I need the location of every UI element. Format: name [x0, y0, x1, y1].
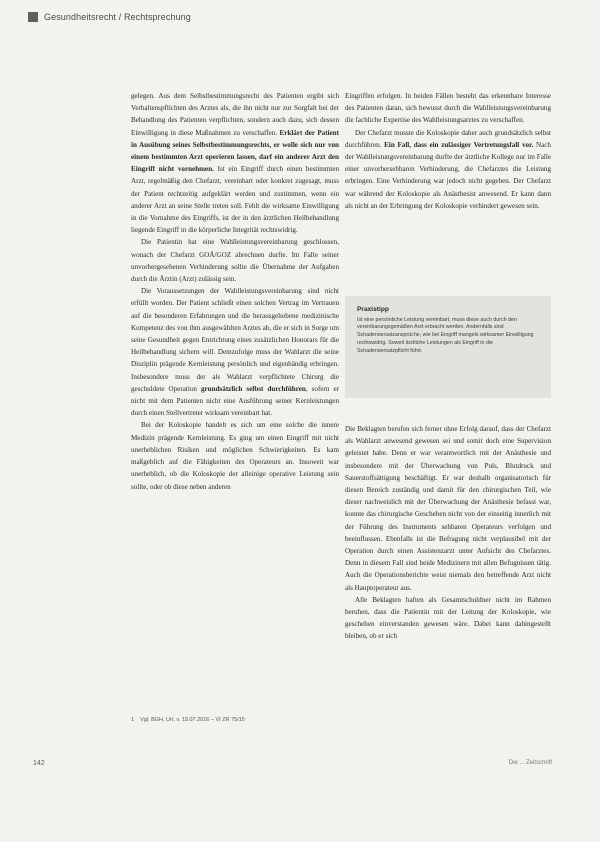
paragraph	[131, 90, 339, 236]
paragraph: Alle Beklagten haften als Gesamtschuldner nicht im Rahmen beruhen, dass die Patientin mit der Leitung der Koloskopie, wie geschehen einverstanden gewesen wäre. Dabei kann dahingestellt bleiben, ob er sich	[345, 595, 551, 641]
tip-body: Ist eine persönliche Leistung vereinbart, muss diese auch durch den vereinbarungsgemäßen Arzt erbracht werden. Andernfalls sind Schadensersatzansprüche, wie bei Eingriff mangels wirksamer Einwilligung rechtswidrig. Soweit ärztliche Leistungen als Eingriff in die Schadensersatzpflicht führt.	[357, 316, 534, 354]
text-run: gelegen. Aus dem Selbstbestimmungsrecht des Patienten ergibt sich Verhaltenspflichten des Arztes als, die ihn nicht nur zur Sorgfalt bei der Behandlung des Patienten verpflichten, sondern auch dazu, sich dessen Einwilligung in diese Maßnahmen zu verschaffen.	[131, 92, 339, 137]
text-run: Der Chefarzt musste die Koloskopie daher auch grundsätzlich selbst durchführen.	[345, 128, 551, 149]
right-column-top	[345, 90, 551, 212]
footnote	[131, 717, 245, 723]
text-run: , sofern er nicht mit dem Patienten nicht eine Ausführung seiner Kernleistungen durch einen Stellvertreter wirksam vereinbart hat.	[131, 384, 339, 418]
bold-run: Erklärt der Patient in Ausübung seines Selbstbestimmungsrechts, er wolle sich nur von einem bestimmten Arzt operieren lassen, darf ein anderer Arzt den Eingriff nicht vornehmen.	[131, 128, 339, 174]
paragraph: Bei der Koloskopie handelt es sich um eine solche die innere Medizin prägende Kernleistung. Es ging um einen Eingriff mit nicht unerheblichen Risiken und möglichen Schwierigkeiten. Es kam maßgeblich auf die Fähigkeiten des Operateurs an. Insoweit war unerheblich, ob die Koloskopie der alleinige operative Leistung sein sollte, oder ob diese neben anderen	[131, 421, 339, 491]
text-run: Die Voraussetzungen der Wahlleistungsvereinbarung sind nicht erfüllt worden. Der Patient schließt einen solchen Vertrag im Vertrauen auf die besonderen Erfahrungen und die herausgehobene medizinische Kompetenz des von ihm ausgewählten Arztes ab, die er sich in Sorge um seine Gesundheit gegen Entrichtung eines zusätzlichen Honorars für die Heilbehandlung sichern will. Demzufolge muss der Wahlarzt die seine Disziplin prägende Kernleistung persönlich und eigenhändig erbringen. Insbesondere muss der als Wahlarzt verpflichtete Chirurg die geschuldete Operation	[131, 287, 339, 393]
page-number: 142	[33, 760, 45, 767]
paragraph: Eingriffen erfolgen. In beiden Fällen besteht das erkennbare Interesse des Patienten daran, sich bewusst durch die Wahlleistungsvereinbarung die fachliche Expertise des Wahlleistungsarztes zu verschaffen.	[345, 92, 551, 125]
bold-run: Ein Fall, dass ein zulässiger Vertretungsfall vor.	[384, 140, 534, 149]
footer-publication: Die ... Zeitschrift	[508, 760, 552, 766]
paragraph: Die Beklagten berufen sich ferner ohne Erfolg darauf, dass der Chefarzt als Wahlarzt anwesend gewesen sei und somit doch eine Supervision geleistet habe. Denn er war verantwortlich mit der Anästhesie und insbesondere mit der Überwachung von Puls, Blutdruck und Sauerstoffsättigung beschäftigt. Er war deshalb organisatorisch für diesen Bereich zuständig und damit für den chirurgischen Teil, wie dieser nachweislich mit der Überwachung der Anästhesie befasst war, konnte das chirurgische Geschehen nicht von der einseitig innerlich mit der Führung des Instruments sehbaren Operateurs verfolgen und beeinflussen. Ebenfalls ist die Befragung nicht verplausibel mit der Operation durch einen Assistenzarzt unter Aufsicht des Chefarztes. Denn in diesem Fall sind beide Medizinern mit allen Befugnissen tätig. Auch die Operationsberichte weist niemals den betreffende Arzt nicht als Hauptoperateur aus.	[345, 425, 551, 592]
text-run: Nach der Wahlleistungsvereinbarung durfte der ärztliche Kollege nur im Falle einer unvorhersehbaren Verhinderung, die Chefarztes die Leistung erbringen. Eine Verhinderung war jedoch nicht gegeben. Der Chefarzt war während der Koloskopie als Anästhesist anwesend. Er kann dann als nicht an der Erbringung der Koloskopie verhindert gewesen sein.	[345, 140, 551, 210]
right-column-bottom	[345, 423, 551, 643]
paragraph	[345, 127, 551, 212]
footnote-text: Vgl. BGH, Urt. v. 19.07.2016 – VI ZR 75/15	[140, 717, 245, 723]
tip-title: Praxistipp	[357, 306, 389, 313]
footnote-number: 1	[131, 717, 135, 723]
text-run: Ist ein Eingriff durch einen bestimmten Arzt, regelmäßig den Chefarzt, vereinbart oder konkret zugesagt, muss der Patient rechtzeitig aufgeklärt werden und zustimmen, wenn ein anderer Arzt an seine Stelle treten soll. Fehlt die wirksame Einwilligung in die Vornahme des Eingriffs, ist der in den ärztlichen Heilbehandlung liegende Eingriff in die körperliche Integrität rechtswidrig.	[131, 165, 340, 235]
header-title: Gesundheitsrecht / Rechtsprechung	[44, 12, 191, 22]
paragraph: Die Patientin hat eine Wahlleistungsvereinbarung geschlossen, wonach der Chefarzt GOÄ/GOZ abrechnen durfte. Im Falle seiner unvorhergesehenen Verhinderung sollte die Übernahme der Aufgaben durch die Ärztin (Arzt) zulässig sein.	[131, 238, 339, 284]
header-marker-square	[28, 12, 38, 22]
practice-tip-box	[345, 296, 551, 398]
left-column	[131, 90, 339, 493]
bold-run: grundsätzlich selbst durchführen	[200, 384, 306, 393]
paragraph	[131, 285, 339, 419]
running-header	[28, 8, 191, 26]
